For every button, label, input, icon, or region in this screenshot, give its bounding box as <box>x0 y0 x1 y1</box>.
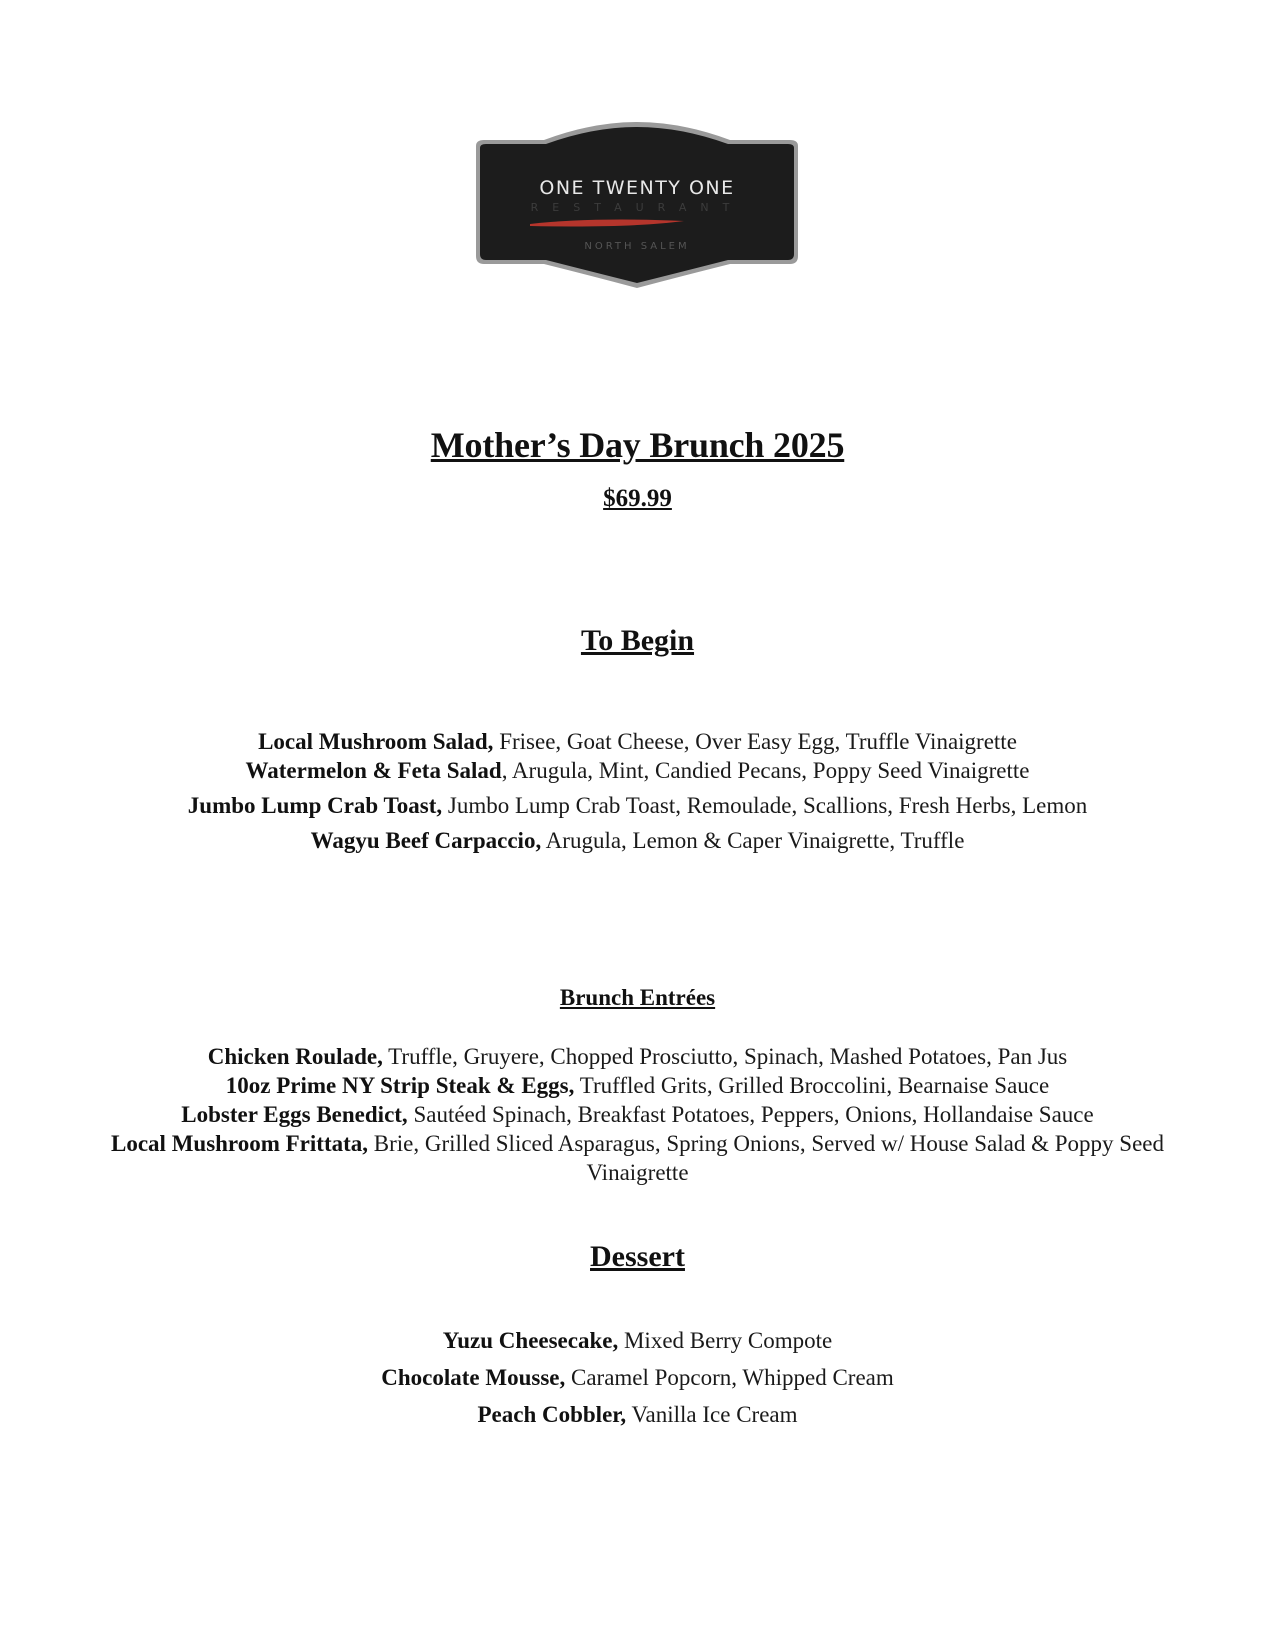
dish-name: Peach Cobbler, <box>477 1402 627 1427</box>
dish-name: Chocolate Mousse, <box>381 1365 566 1390</box>
dish-name: Lobster Eggs Benedict, <box>181 1102 408 1127</box>
list-item <box>0 791 1275 820</box>
dish-description: Caramel Popcorn, Whipped Cream <box>565 1365 894 1390</box>
dish-name: Jumbo Lump Crab Toast, <box>187 793 443 818</box>
dish-description: Sautéed Spinach, Breakfast Potatoes, Peppers, Onions, Hollandaise Sauce <box>407 1102 1094 1127</box>
logo-location: NORTH SALEM <box>584 241 690 252</box>
list-item <box>0 1042 1275 1071</box>
logo-name: ONE TWENTY ONE <box>539 177 735 199</box>
dish-name: 10oz Prime NY Strip Steak & Eggs, <box>225 1073 575 1098</box>
dish-name: Local Mushroom Frittata, <box>111 1131 369 1156</box>
dish-description: Brie, Grilled Sliced Asparagus, Spring Onions, Served w/ House Salad & Poppy Seed Vinaigrette <box>368 1131 1164 1185</box>
dish-name: Local Mushroom Salad, <box>258 729 494 754</box>
logo-badge <box>472 118 802 294</box>
dish-name: Watermelon & Feta Salad <box>245 758 502 783</box>
logo-subtitle: RESTAURANT <box>530 201 744 214</box>
dish-name: Chicken Roulade, <box>207 1044 383 1069</box>
section-heading-dessert: Dessert <box>590 1240 685 1273</box>
list-item <box>0 727 1275 756</box>
dish-name: Wagyu Beef Carpaccio, <box>310 828 542 853</box>
dish-description: Truffled Grits, Grilled Broccolini, Bearnaise Sauce <box>574 1073 1050 1098</box>
section-heading-to-begin: To Begin <box>580 624 695 657</box>
list-item <box>0 1071 1275 1100</box>
dish-description: Vanilla Ice Cream <box>626 1402 798 1427</box>
entrees-list <box>0 1042 1275 1187</box>
dish-description: , Arugula, Mint, Candied Pecans, Poppy Seed Vinaigrette <box>501 758 1030 783</box>
brunch-price: $69.99 <box>603 485 672 512</box>
list-item <box>0 1396 1275 1433</box>
list-item <box>108 1129 1168 1187</box>
dish-description: Mixed Berry Compote <box>618 1328 833 1353</box>
page-title: Mother’s Day Brunch 2025 <box>430 425 845 465</box>
dish-description: Arugula, Lemon & Caper Vinaigrette, Truffle <box>541 828 965 853</box>
dish-name: Yuzu Cheesecake, <box>442 1328 619 1353</box>
to-begin-list <box>0 727 1275 855</box>
restaurant-logo <box>472 118 802 294</box>
list-item <box>0 1359 1275 1396</box>
list-item <box>0 826 1275 855</box>
list-item <box>0 1322 1275 1359</box>
dish-description: Jumbo Lump Crab Toast, Remoulade, Scallions, Fresh Herbs, Lemon <box>442 793 1088 818</box>
dish-description: Truffle, Gruyere, Chopped Prosciutto, Spinach, Mashed Potatoes, Pan Jus <box>382 1044 1068 1069</box>
dish-description: Frisee, Goat Cheese, Over Easy Egg, Truffle Vinaigrette <box>493 729 1017 754</box>
list-item <box>0 756 1275 785</box>
section-heading-entrees: Brunch Entrées <box>559 985 716 1010</box>
list-item <box>0 1100 1275 1129</box>
dessert-list <box>0 1322 1275 1433</box>
